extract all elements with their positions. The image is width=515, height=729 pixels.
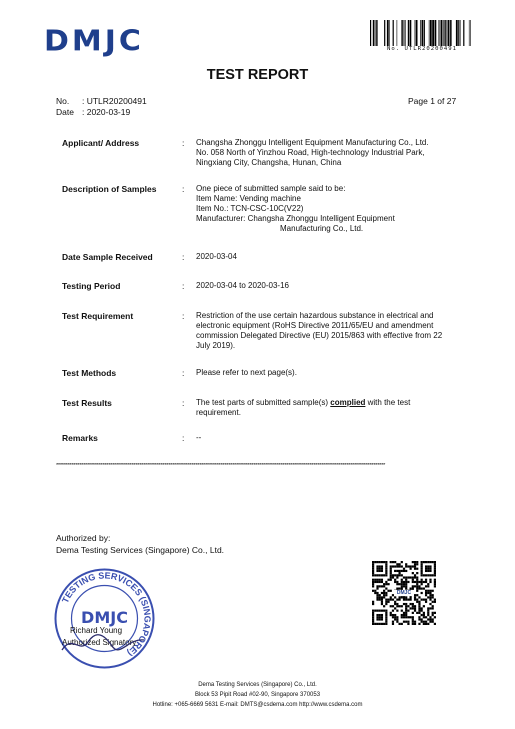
requirement-line: Restriction of the use certain hazardous substance in electrical and <box>196 311 434 320</box>
description-line: Manufacturing Co., Ltd. <box>280 224 364 233</box>
barcode-text: No. UTLR20200491 <box>387 46 457 52</box>
report-no-label: No. <box>56 96 70 106</box>
date-received-value: 2020-03-04 <box>196 252 237 261</box>
description-line: Item Name: Vending machine <box>196 194 301 203</box>
test-methods-label: Test Methods <box>62 368 117 378</box>
testing-period-label: Testing Period <box>62 281 121 291</box>
report-date-label: Date <box>56 107 74 117</box>
test-results-colon: : <box>182 398 185 408</box>
applicant-line: No. 058 North of Yinzhou Road, High-technology Industrial Park, <box>196 148 425 157</box>
description-value <box>196 184 471 234</box>
requirement-line: July 2019). <box>196 341 236 350</box>
test-requirement-label: Test Requirement <box>62 311 134 321</box>
requirement-line: electronic equipment (RoHS Directive 2011/65/EU and amendment <box>196 321 434 330</box>
signature <box>58 628 148 658</box>
test-requirement-value <box>196 311 471 351</box>
results-line <box>196 398 471 408</box>
page-title: TEST REPORT <box>206 67 309 83</box>
barcode <box>370 20 472 46</box>
signer-name: Richard Young <box>70 626 123 635</box>
test-methods-colon: : <box>182 368 185 378</box>
testing-period-colon: : <box>182 281 185 291</box>
testing-period-value: 2020-03-04 to 2020-03-16 <box>196 281 289 290</box>
stamp-ring-text: TESTING SERVICES (SINGAPORE) <box>59 570 153 659</box>
description-line: Manufacturer: Changsha Zhonggu Intelligent Equipment <box>196 214 395 223</box>
test-requirement-colon: : <box>182 311 185 321</box>
applicant-label: Applicant/ Address <box>62 138 140 148</box>
remarks-label: Remarks <box>62 433 98 443</box>
report-date-value: : 2020-03-19 <box>82 107 131 117</box>
date-received-colon: : <box>182 252 185 262</box>
results-post: with the test <box>365 398 411 407</box>
applicant-colon: : <box>182 138 185 148</box>
applicant-line: Ningxiang City, Changsha, Hunan, China <box>196 158 342 167</box>
results-pre: The test parts of submitted sample(s) <box>196 398 331 407</box>
test-results-value <box>196 398 471 418</box>
stamp-logo: DMJC <box>81 608 128 627</box>
page-number: Page 1 of 27 <box>408 96 457 106</box>
footer-company: Dema Testing Services (Singapore) Co., Ltd. <box>198 682 317 688</box>
requirement-line: commission Delegated Directive (EU) 2015/863 with effective from 22 <box>196 331 443 340</box>
company-logo: DMJC <box>44 24 144 59</box>
description-line: One piece of submitted sample said to be: <box>196 184 346 193</box>
remarks-value: -- <box>196 433 202 442</box>
remarks-colon: : <box>182 433 185 443</box>
test-methods-value: Please refer to next page(s). <box>196 368 297 377</box>
description-line: Item No.: TCN-CSC-10C(V22) <box>196 204 304 213</box>
report-no-value: : UTLR20200491 <box>82 96 147 106</box>
applicant-value <box>196 138 471 168</box>
authorized-company: Dema Testing Services (Singapore) Co., Ltd. <box>56 545 225 555</box>
signature-caption: Authorized Signatory <box>62 638 137 647</box>
test-results-label: Test Results <box>62 398 112 408</box>
separator-line: ************************************************************************************************************************************************************************** <box>56 463 385 469</box>
applicant-line: Changsha Zhonggu Intelligent Equipment Manufacturing Co., Ltd. <box>196 138 429 147</box>
description-label: Description of Samples <box>62 184 157 194</box>
date-received-label: Date Sample Received <box>62 252 153 262</box>
footer-address: Block 53 Pipit Road #02-90, Singapore 370053 <box>194 692 321 698</box>
description-colon: : <box>182 184 185 194</box>
results-line: requirement. <box>196 408 241 417</box>
footer-contact: Hotline: +065-6669 5631 E-mail: DMTS@csdema.com http://www.csdema.com <box>152 702 363 708</box>
results-complied: complied <box>330 398 366 407</box>
qr-logo: DMJC <box>394 590 414 596</box>
authorized-by: Authorized by: <box>56 533 111 543</box>
